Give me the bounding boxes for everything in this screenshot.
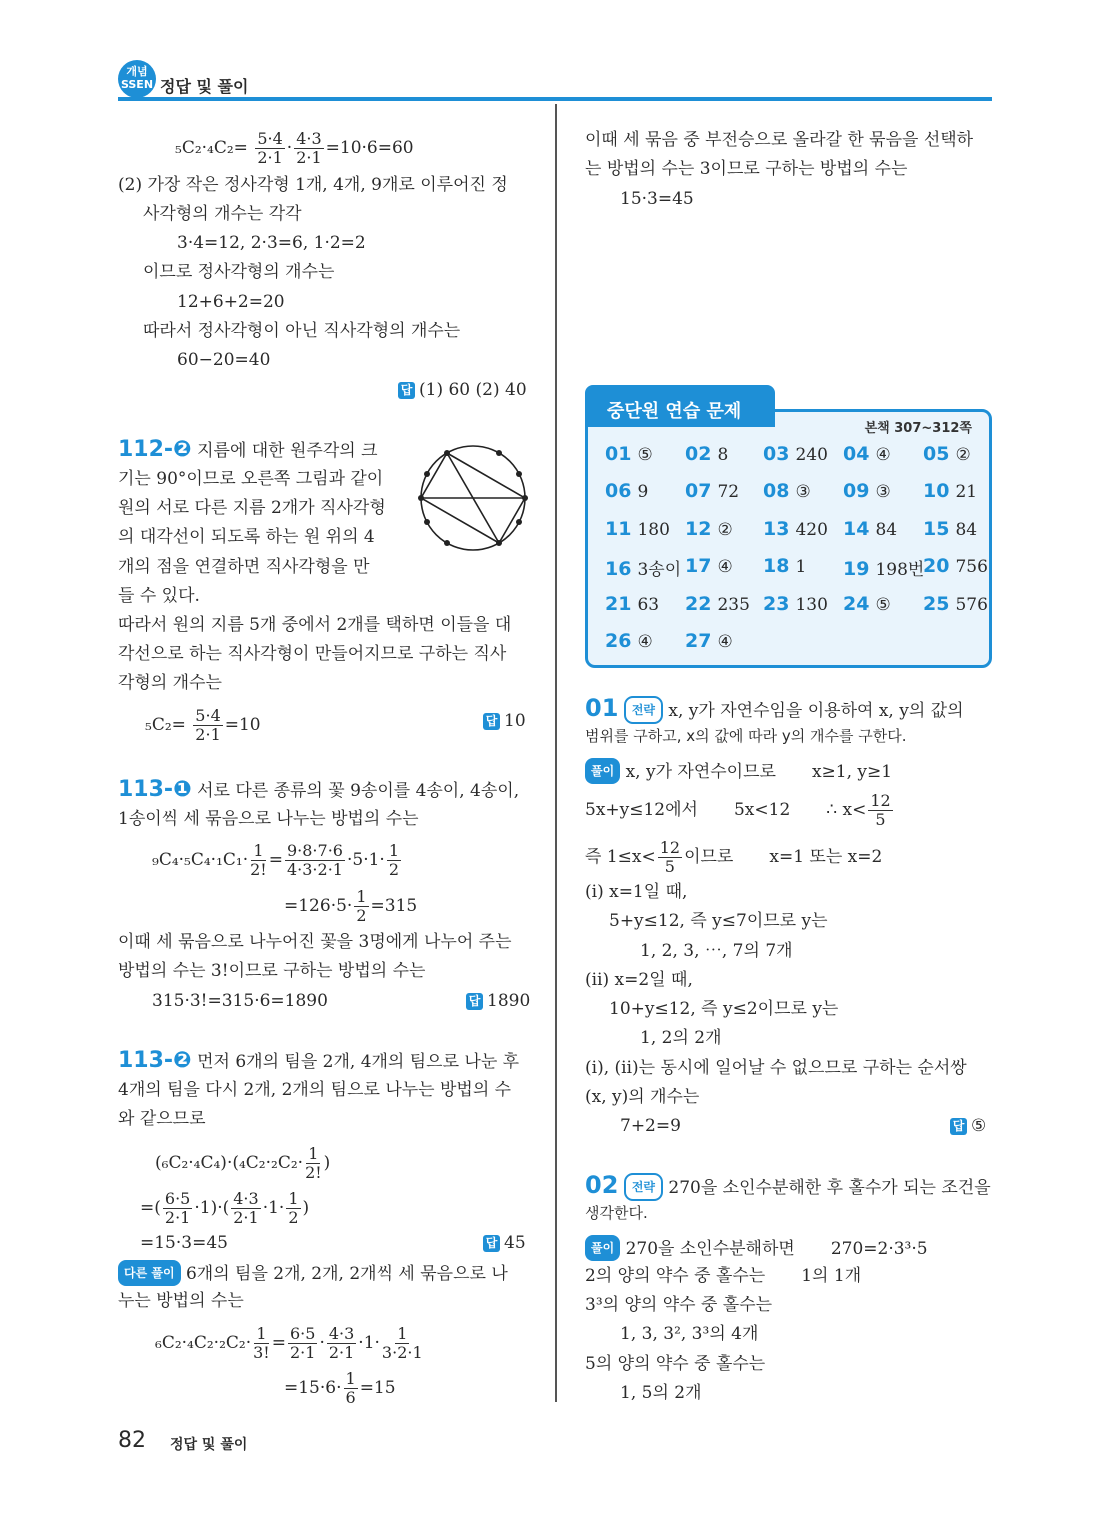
quick-answer-number: 19: [843, 558, 870, 580]
quick-answer-number: 21: [605, 593, 632, 615]
quick-answer-item: [685, 480, 739, 502]
problem-02: 02 전략 270을 소인수분해한 후 홀수가 되는 조건을: [585, 1171, 991, 1199]
quick-answer-number: 03: [763, 443, 790, 465]
quick-answer-value: ②: [955, 445, 971, 465]
quick-answer-item: [685, 555, 733, 577]
quick-answer-value: 21: [955, 482, 978, 502]
quick-answer-value: ③: [795, 482, 811, 502]
footer-title: 정답 및 풀이: [170, 1437, 248, 1453]
left-line-3: 사각형의 개수는 각각: [143, 204, 302, 224]
q02-sol-2: 2의 양의 약수 중 홀수는 1의 1개: [585, 1266, 862, 1286]
answer-icon: 답: [483, 1235, 500, 1252]
answer-icon: 답: [466, 993, 483, 1010]
quick-answer-number: 26: [605, 630, 632, 652]
quick-answer-value: ④: [717, 632, 733, 652]
quick-answer-number: 08: [763, 480, 790, 502]
quick-answer-number: 25: [923, 593, 950, 615]
quick-answer-value: 235: [717, 595, 750, 615]
q01-sol-8: 10+y≤12, 즉 y≤2이므로 y는: [609, 999, 839, 1019]
p112-line-8: 각선으로 하는 직사각형이 만들어지므로 구하는 직사: [118, 644, 507, 664]
left-line-8: 60−20=40: [177, 350, 271, 370]
q01-sol-6: 1, 2, 3, ⋯, 7의 7개: [640, 941, 793, 961]
quick-answer-item: [605, 518, 670, 540]
left-line-2: (2) 가장 작은 정사각형 1개, 4개, 9개로 이루어진 정: [118, 175, 508, 195]
alt-eq-2: =15·6· $\frac{1}{6}$ =15: [284, 1369, 396, 1407]
quick-answer-item: [605, 593, 659, 615]
quick-answer-number: 27: [685, 630, 712, 652]
q01-sol-10: (ⅰ), (ⅱ)는 동시에 일어날 수 없으므로 구하는 순서쌍: [585, 1058, 967, 1078]
right-line-3: 15·3=45: [620, 189, 694, 209]
strategy-badge: 전략: [624, 696, 663, 724]
quick-answer-item: [763, 518, 828, 540]
left-line-5: 이므로 정사각형의 개수는: [143, 262, 335, 282]
p113a-line-3: 이때 세 묶음으로 나누어진 꽃을 3명에게 나누어 주는: [118, 932, 512, 952]
quick-answer-number: 06: [605, 480, 632, 502]
quick-answer-item: [685, 630, 733, 652]
quick-answer-number: 10: [923, 480, 950, 502]
quick-answer-number: 15: [923, 518, 950, 540]
alt-line-2: 누는 방법의 수는: [118, 1291, 244, 1311]
quick-answer-number: 16: [605, 558, 632, 580]
quick-answer-value: 576: [955, 595, 988, 615]
quick-answer-item: [605, 630, 653, 652]
header-rule: [118, 97, 992, 101]
quick-answer-item: [923, 443, 971, 465]
quick-answer-number: 01: [605, 443, 632, 465]
problem-01: 01 전략 x, y가 자연수임을 이용하여 x, y의 값의: [585, 694, 964, 722]
quick-answer-number: 12: [685, 518, 712, 540]
quick-answer-number: 24: [843, 593, 870, 615]
quick-answer-value: 240: [795, 445, 828, 465]
left-line-7: 따라서 정사각형이 아닌 직사각형의 개수는: [143, 321, 461, 341]
quick-answer-item: [763, 480, 811, 502]
q02-strategy-2: 생각한다.: [585, 1204, 648, 1222]
quick-answer-number: 13: [763, 518, 790, 540]
quick-answer-value: 180: [637, 520, 670, 540]
quick-answer-value: 84: [955, 520, 978, 540]
quick-answer-number: 11: [605, 518, 632, 540]
quick-answer-box: [585, 385, 992, 668]
p112-line-7: 따라서 원의 지름 5개 중에서 2개를 택하면 이들을 대: [118, 615, 512, 635]
quick-answer-item: [843, 518, 897, 540]
q01-sol-2: 5x+y≤12에서 5x<12 ∴ x< $\frac{12}{5}$: [585, 791, 891, 829]
brand-logo: 개념SSEN: [118, 60, 156, 98]
quick-answer-item: [843, 555, 924, 580]
quick-answer-item: [763, 593, 828, 615]
answer-5: 답 ⑤: [950, 1114, 986, 1138]
quick-answer-value: ⑤: [875, 595, 891, 615]
p112-line-4: 의 대각선이 되도록 하는 원 위의 4: [118, 527, 375, 547]
q02-sol-6: 1, 5의 2개: [620, 1383, 702, 1403]
quick-answer-reference: 본책 307~312쪽: [864, 421, 972, 436]
strategy-badge: 전략: [624, 1173, 663, 1201]
q01-sol-9: 1, 2의 2개: [640, 1028, 722, 1048]
problem-113-2: 113-❷ 먼저 6개의 팀을 2개, 4개의 팀으로 나눈 후: [118, 1048, 520, 1073]
quick-answer-number: 07: [685, 480, 712, 502]
p113a-line-2: 1송이씩 세 묶음으로 나누는 방법의 수는: [118, 809, 419, 829]
quick-answer-value: ③: [875, 482, 891, 502]
quick-answer-item: [923, 593, 988, 615]
answer-icon: 답: [398, 382, 415, 399]
p113b-eq-2: =( $\frac{6\cdot 5}{2\cdot 1}$ ·1)·( $\frac{4\cdot 3}{2\cdot 1}$ ·1· $\frac{1}{2}$ ): [140, 1189, 310, 1227]
quick-answer-item: [923, 480, 977, 502]
problem-112-2: 112-❷ 지름에 대한 원주각의 크: [118, 437, 378, 462]
q01-sol-11: (x, y)의 개수는: [585, 1087, 700, 1107]
quick-answer-number: 17: [685, 555, 712, 577]
quick-answer-value: 72: [717, 482, 740, 502]
quick-answer-item: [605, 443, 653, 465]
quick-answer-number: 14: [843, 518, 870, 540]
q02-sol-3: 3³의 양의 약수 중 홀수는: [585, 1295, 773, 1315]
page-number: 82: [118, 1428, 146, 1453]
q01-sol-4: (ⅰ) x=1일 때,: [585, 882, 688, 902]
quick-answer-item: [763, 555, 806, 577]
right-line-2: 는 방법의 수는 3이므로 구하는 방법의 수는: [585, 159, 908, 179]
right-line-1: 이때 세 묶음 중 부전승으로 올라갈 한 묶음을 선택하: [585, 130, 974, 150]
quick-answer-value: ④: [875, 445, 891, 465]
alt-eq-1: ₆C₂·₄C₂·₂C₂· $\frac{1}{3!}$ = $\frac{6\cdot 5}{2\cdot 1}$ · $\frac{4\cdot 3}{2\cdot 1}$ ·1· $\frac{1}{3\cdot 2\cdot 1}$: [155, 1324, 423, 1362]
quick-answer-value: 1: [795, 557, 807, 577]
left-eq-1: ₅C₂·₄C₂= $\frac{5\cdot 4}{2\cdot 1}$ · $\frac{4\cdot 3}{2\cdot 1}$ =10·6=60: [175, 129, 414, 167]
q01-sol-1: 풀이 x, y가 자연수이므로 x≥1, y≥1: [585, 758, 892, 784]
p112-eq: ₅C₂= $\frac{5\cdot 4}{2\cdot 1}$ =10: [145, 706, 261, 744]
q02-sol-1: 풀이 270을 소인수분해하면 270=2·3³·5: [585, 1235, 928, 1261]
quick-answer-value: 8: [717, 445, 729, 465]
problem-113-1: 113-❶ 서로 다른 종류의 꽃 9송이를 4송이, 4송이,: [118, 777, 520, 802]
p113a-eq-1: ₉C₄·₅C₄·₁C₁· $\frac{1}{2!}$ = $\frac{9\cdot 8\cdot 7\cdot 6}{4\cdot 3\cdot 2\cdot 1}$ ·5·1· $\frac{1}{2}$: [152, 841, 399, 879]
p113a-eq-2: =126·5· $\frac{1}{2}$ =315: [284, 887, 418, 925]
quick-answer-item: [685, 443, 728, 465]
quick-answer-item: [923, 555, 988, 577]
quick-answer-value: ②: [717, 520, 733, 540]
quick-answer-value: 63: [637, 595, 660, 615]
p113b-eq-3: =15·3=45: [140, 1233, 228, 1253]
p112-line-3: 원의 서로 다른 지름 2개가 직사각형: [118, 498, 386, 518]
quick-answer-item: [685, 593, 750, 615]
quick-answer-number: 05: [923, 443, 950, 465]
left-line-6: 12+6+2=20: [177, 292, 285, 312]
quick-answer-value: 130: [795, 595, 828, 615]
quick-answer-number: 09: [843, 480, 870, 502]
quick-answer-value: ④: [717, 557, 733, 577]
p113b-line-2: 4개의 팀을 다시 2개, 2개의 팀으로 나누는 방법의 수: [118, 1080, 512, 1100]
q01-sol-3: 즉 1≤x< $\frac{12}{5}$ 이므로 x=1 또는 x=2: [585, 838, 883, 876]
quick-answer-value: 84: [875, 520, 898, 540]
quick-answer-value: 198번: [875, 560, 925, 580]
quick-answer-item: [605, 480, 648, 502]
quick-answer-value: 9: [637, 482, 649, 502]
quick-answer-value: 756: [955, 557, 988, 577]
left-line-4: 3·4=12, 2·3=6, 1·2=2: [177, 233, 366, 253]
q01-strategy-2: 범위를 구하고, x의 값에 따라 y의 개수를 구한다.: [585, 727, 907, 745]
quick-answer-value: ⑤: [637, 445, 653, 465]
circle-rectangle-diagram: [415, 440, 531, 556]
p112-line-2: 기는 90°이므로 오른쪽 그림과 같이: [118, 469, 384, 489]
quick-answer-title: 중단원 연습 문제: [585, 385, 775, 427]
q02-sol-5: 5의 양의 약수 중 홀수는: [585, 1354, 766, 1374]
quick-answer-number: 18: [763, 555, 790, 577]
solution-badge: 풀이: [585, 758, 620, 784]
quick-answer-number: 22: [685, 593, 712, 615]
p113a-line-4: 방법의 수는 3!이므로 구하는 방법의 수는: [118, 961, 426, 981]
quick-answer-value: 3송이: [637, 560, 682, 580]
q01-sol-12: 7+2=9: [620, 1116, 681, 1136]
quick-answer-item: [923, 518, 977, 540]
answer-icon: 답: [483, 713, 500, 730]
q01-sol-7: (ⅱ) x=2일 때,: [585, 970, 693, 990]
alt-solution: 다른 풀이 6개의 팀을 2개, 2개, 2개씩 세 묶음으로 나: [118, 1260, 508, 1286]
quick-answer-value: 420: [795, 520, 828, 540]
header-title: 정답 및 풀이: [160, 77, 249, 96]
answer-3: 답 1890: [466, 989, 530, 1013]
answer-1: 답 (1) 60 (2) 40: [398, 378, 527, 402]
quick-answer-item: [605, 555, 681, 580]
quick-answer-item: [843, 480, 891, 502]
p112-line-6: 들 수 있다.: [118, 586, 200, 606]
quick-answer-item: [763, 443, 828, 465]
quick-answer-item: [843, 443, 891, 465]
p113a-line-5: 315·3!=315·6=1890: [152, 991, 328, 1011]
answer-icon: 답: [950, 1118, 967, 1135]
quick-answer-value: ④: [637, 632, 653, 652]
quick-answer-item: [685, 518, 733, 540]
p112-line-5: 개의 점을 연결하면 직사각형을 만: [118, 557, 370, 577]
answer-2: 답 10: [483, 709, 526, 733]
quick-answer-number: 02: [685, 443, 712, 465]
quick-answer-number: 20: [923, 555, 950, 577]
column-divider: [555, 104, 557, 1402]
p113b-eq-1: (₆C₂·₄C₄)·(₄C₂·₂C₂· $\frac{1}{2!}$ ): [155, 1144, 331, 1182]
solution-badge: 풀이: [585, 1235, 620, 1261]
quick-answer-number: 04: [843, 443, 870, 465]
q02-sol-4: 1, 3, 3², 3³의 4개: [620, 1324, 759, 1344]
q01-sol-5: 5+y≤12, 즉 y≤7이므로 y는: [609, 911, 828, 931]
quick-answer-number: 23: [763, 593, 790, 615]
alt-solution-badge: 다른 풀이: [118, 1260, 181, 1286]
answer-4: 답 45: [483, 1231, 526, 1255]
p113b-line-3: 와 같으므로: [118, 1109, 206, 1129]
p112-line-9: 각형의 개수는: [118, 673, 222, 693]
quick-answer-item: [843, 593, 891, 615]
